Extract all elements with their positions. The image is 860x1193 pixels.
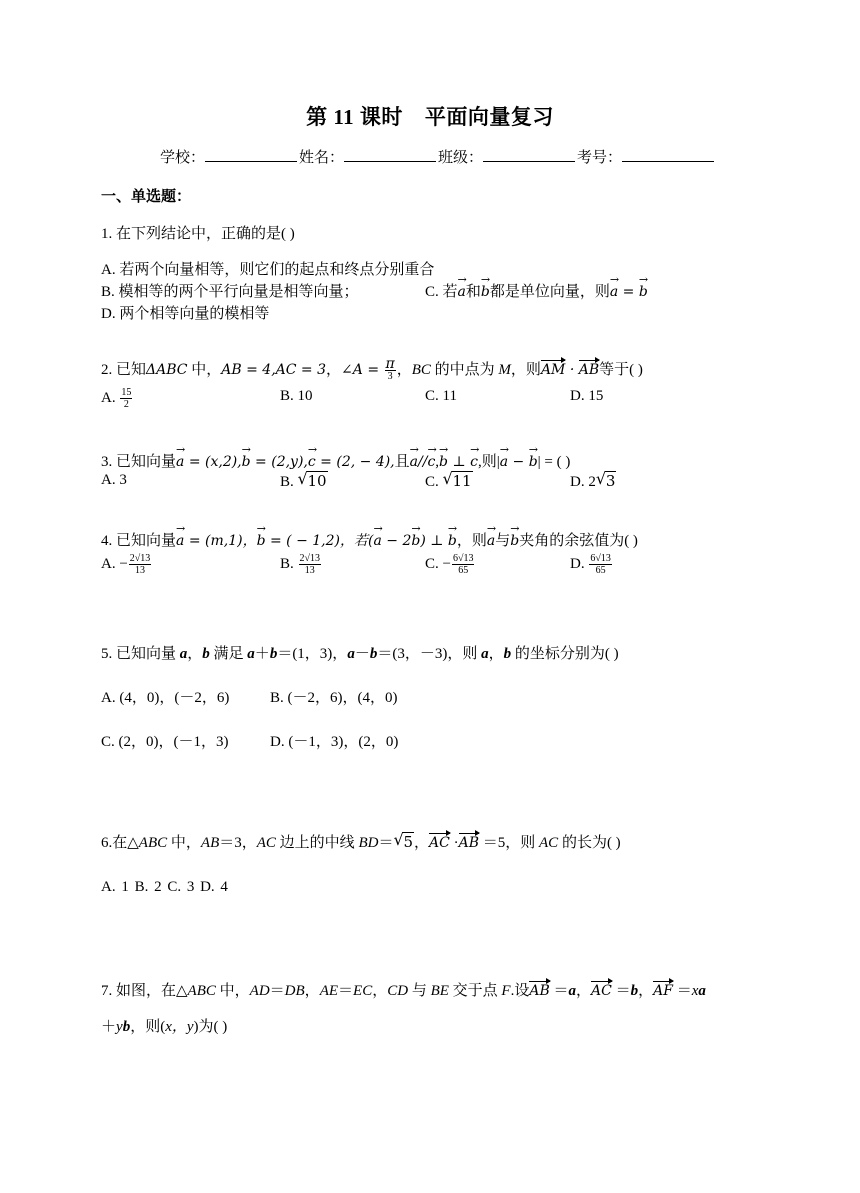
q6-stem: 6.在△ABC 中，AB＝3，AC 边上的中线 BD＝ √ 5，AC ·AB ＝5，则 AC 的长为( ): [101, 830, 621, 851]
q5-option-c: C. (2，0)，(－1，3): [101, 734, 229, 750]
q3-stem: 3. 已知向量→ a = (x,2),→ b = (2,y),→ c = (2, − 4),且→ a//→ c,→ b ⊥ → c,则|→ a − → b| = ( ): [101, 450, 570, 471]
school-label: 学校：: [160, 150, 206, 166]
q2-option-b: B. 10: [280, 388, 313, 404]
q5-option-b: B. (－2，6)，(4，0): [270, 690, 398, 706]
number-label: 考号：: [577, 150, 623, 166]
page-title: [0, 101, 860, 131]
vector-a: → a: [458, 284, 466, 300]
q2-option-a: A. $\frac{15}{2}$: [101, 387, 132, 410]
q1-option-b: B. 模相等的两个平行向量是相等向量；: [101, 284, 359, 300]
q5-stem: 5. 已知向量 a，b 满足 a＋b＝(1，3)，a－b＝(3，－3)，则 a，b 的坐标分别为( ): [101, 646, 619, 662]
q3-option-c: C. √ 11: [425, 469, 472, 490]
q3-option-a: A. 3: [101, 472, 127, 488]
vector-am: AM: [540, 362, 566, 378]
fraction-pi-3: $\frac{\pi}{3}$: [385, 356, 395, 383]
section-heading: 一、单选题：: [101, 189, 192, 205]
number-blank[interactable]: [622, 149, 714, 162]
q5-option-a: A. (4，0)，(－2，6): [101, 690, 230, 706]
vector-ab: AB: [458, 835, 479, 851]
q2-option-c: C. 11: [425, 388, 457, 404]
vector-a: → a: [610, 284, 618, 300]
q4-option-d: D. $\frac{6√13}{65}$: [570, 553, 611, 576]
q2-option-d: D. 15: [570, 388, 604, 404]
vector-ab: AB: [578, 362, 600, 378]
vector-ab: AB: [529, 983, 550, 999]
class-blank[interactable]: [483, 149, 575, 162]
q6-options: A. 1 B. 2 C. 3 D. 4: [101, 879, 228, 895]
q7-stem-line2: ＋yb，则(x，y)为( ): [101, 1019, 228, 1035]
q4-option-b: B. $\frac{2√13}{13}$: [280, 553, 321, 576]
q3-option-d: D. 2 √ 3: [570, 469, 616, 490]
school-blank[interactable]: [205, 149, 297, 162]
student-info: [160, 146, 716, 167]
q4-stem: 4. 已知向量→ a = (m,1)，→ b = ( − 1,2)，若(→ a − 2→ b) ⊥ → b，则→ a与→ b夹角的余弦值为( ): [101, 529, 638, 550]
q1-stem: 1. 在下列结论中，正确的是( ): [101, 226, 295, 242]
q5-option-d: D. (－1，3)，(2，0): [270, 734, 399, 750]
vector-b: → b: [639, 284, 648, 300]
vector-af: AF: [653, 983, 673, 999]
class-label: 班级：: [438, 150, 484, 166]
title-topic: 平面向量复习: [424, 105, 554, 129]
q7-stem-line1: 7. 如图，在△ABC 中，AD＝DB，AE＝EC，CD 与 BE 交于点 F.设AB ＝a，AC ＝b，AF ＝xa: [101, 983, 706, 999]
q2-stem: 2. 已知ΔABC 中，AB = 4,AC = 3，∠A = $\frac{\pi}{3}$ ，BC 的中点为 M，则AM · AB等于( ): [101, 356, 643, 383]
q1-option-c: C. 若→ a和→ b都是单位向量，则→ a = → b: [425, 280, 648, 301]
q3-option-b: B. √ 10: [280, 469, 327, 490]
name-label: 姓名：: [299, 150, 345, 166]
q1-option-d: D. 两个相等向量的模相等: [101, 306, 270, 322]
q1-option-a: A. 若两个向量相等，则它们的起点和终点分别重合: [101, 262, 435, 278]
q4-option-c: C. − $\frac{6√13}{65}$: [425, 553, 474, 576]
vector-ac: AC: [591, 983, 612, 999]
title-lesson: 第 11 课时: [306, 105, 403, 129]
q4-option-a: A. − $\frac{2√13}{13}$: [101, 553, 151, 576]
name-blank[interactable]: [344, 149, 436, 162]
vector-b: → b: [481, 284, 490, 300]
vector-ac: AC: [429, 835, 450, 851]
